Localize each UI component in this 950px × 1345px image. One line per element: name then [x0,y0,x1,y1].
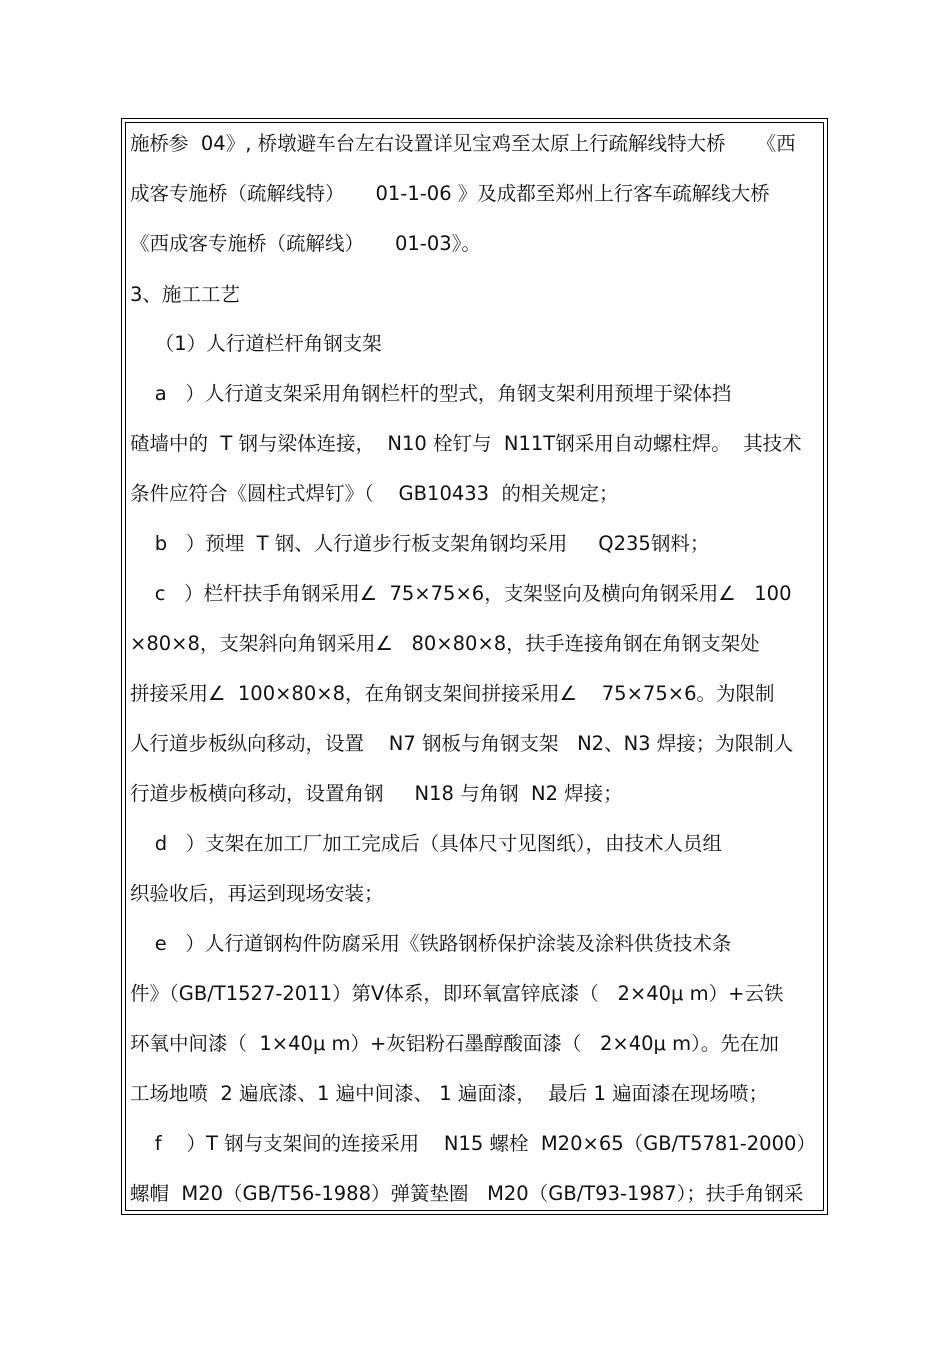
text-line: 人行道步板纵向移动，设置 N7 钢板与角钢支架 N2、N3 焊接；为限制人 [130,732,794,755]
text-line: 碴墙中的 T 钢与梁体连接， N10 栓钉与 N11T钢采用自动螺柱焊。 其技术 [130,432,802,455]
section-heading: 3、施工工艺 [130,283,240,306]
text-line: 螺帽 M20（GB/T56-1988）弹簧垫圈 M20（GB/T93-1987）；扶手角钢采 [130,1182,804,1205]
text-line: 拼接采用∠ 100×80×8，在角钢支架间拼接采用∠ 75×75×6。为限制 [130,682,775,705]
text-line: 施桥参 04》, 桥墩避车台左右设置详见宝鸡至太原上行疏解线特大桥 《西 [130,132,796,155]
text-line: d ）支架在加工厂加工完成后（具体尺寸见图纸），由技术人员组 [130,832,723,855]
text-line: 件》（GB/T1527-2011）第Ⅴ体系，即环氧富锌底漆（ 2×40μ m）+云铁 [130,982,784,1005]
text-line: a ）人行道支架采用角钢栏杆的型式，角钢支架利用预埋于梁体挡 [130,382,732,405]
text-line: b ）预埋 T 钢、人行道步行板支架角钢均采用 Q235钢料； [130,532,710,555]
text-line: 《西成客专施桥（疏解线） 01-03》。 [130,232,481,255]
subsection-heading: （1）人行道栏杆角钢支架 [130,332,382,355]
text-line: 行道步板横向移动，设置角钢 N18 与角钢 N2 焊接； [130,782,623,805]
text-line: 工场地喷 2 遍底漆、1 遍中间漆、 1 遍面漆， 最后 1 遍面漆在现场喷； [130,1082,769,1105]
text-line: 环氧中间漆（ 1×40μ m）+灰铝粉石墨醇酸面漆（ 2×40μ m）。先在加 [130,1032,779,1055]
text-line: ×80×8，支架斜向角钢采用∠ 80×80×8，扶手连接角钢在角钢支架处 [130,632,760,655]
text-line: 条件应符合《圆柱式焊钉》（ GB10433 的相关规定； [130,482,619,505]
text-line: e ）人行道钢构件防腐采用《铁路钢桥保护涂装及涂料供货技术条 [130,932,732,955]
text-line: f ）T 钢与支架间的连接采用 N15 螺栓 M20×65（GB/T5781-2000） [130,1132,816,1155]
text-line: 成客专施桥（疏解线特） 01-1-06 》及成都至郑州上行客车疏解线大桥 [130,182,770,205]
text-line: 织验收后，再运到现场安装； [130,882,384,905]
text-line: c ）栏杆扶手角钢采用∠ 75×75×6，支架竖向及横向角钢采用∠ 100 [130,582,792,605]
